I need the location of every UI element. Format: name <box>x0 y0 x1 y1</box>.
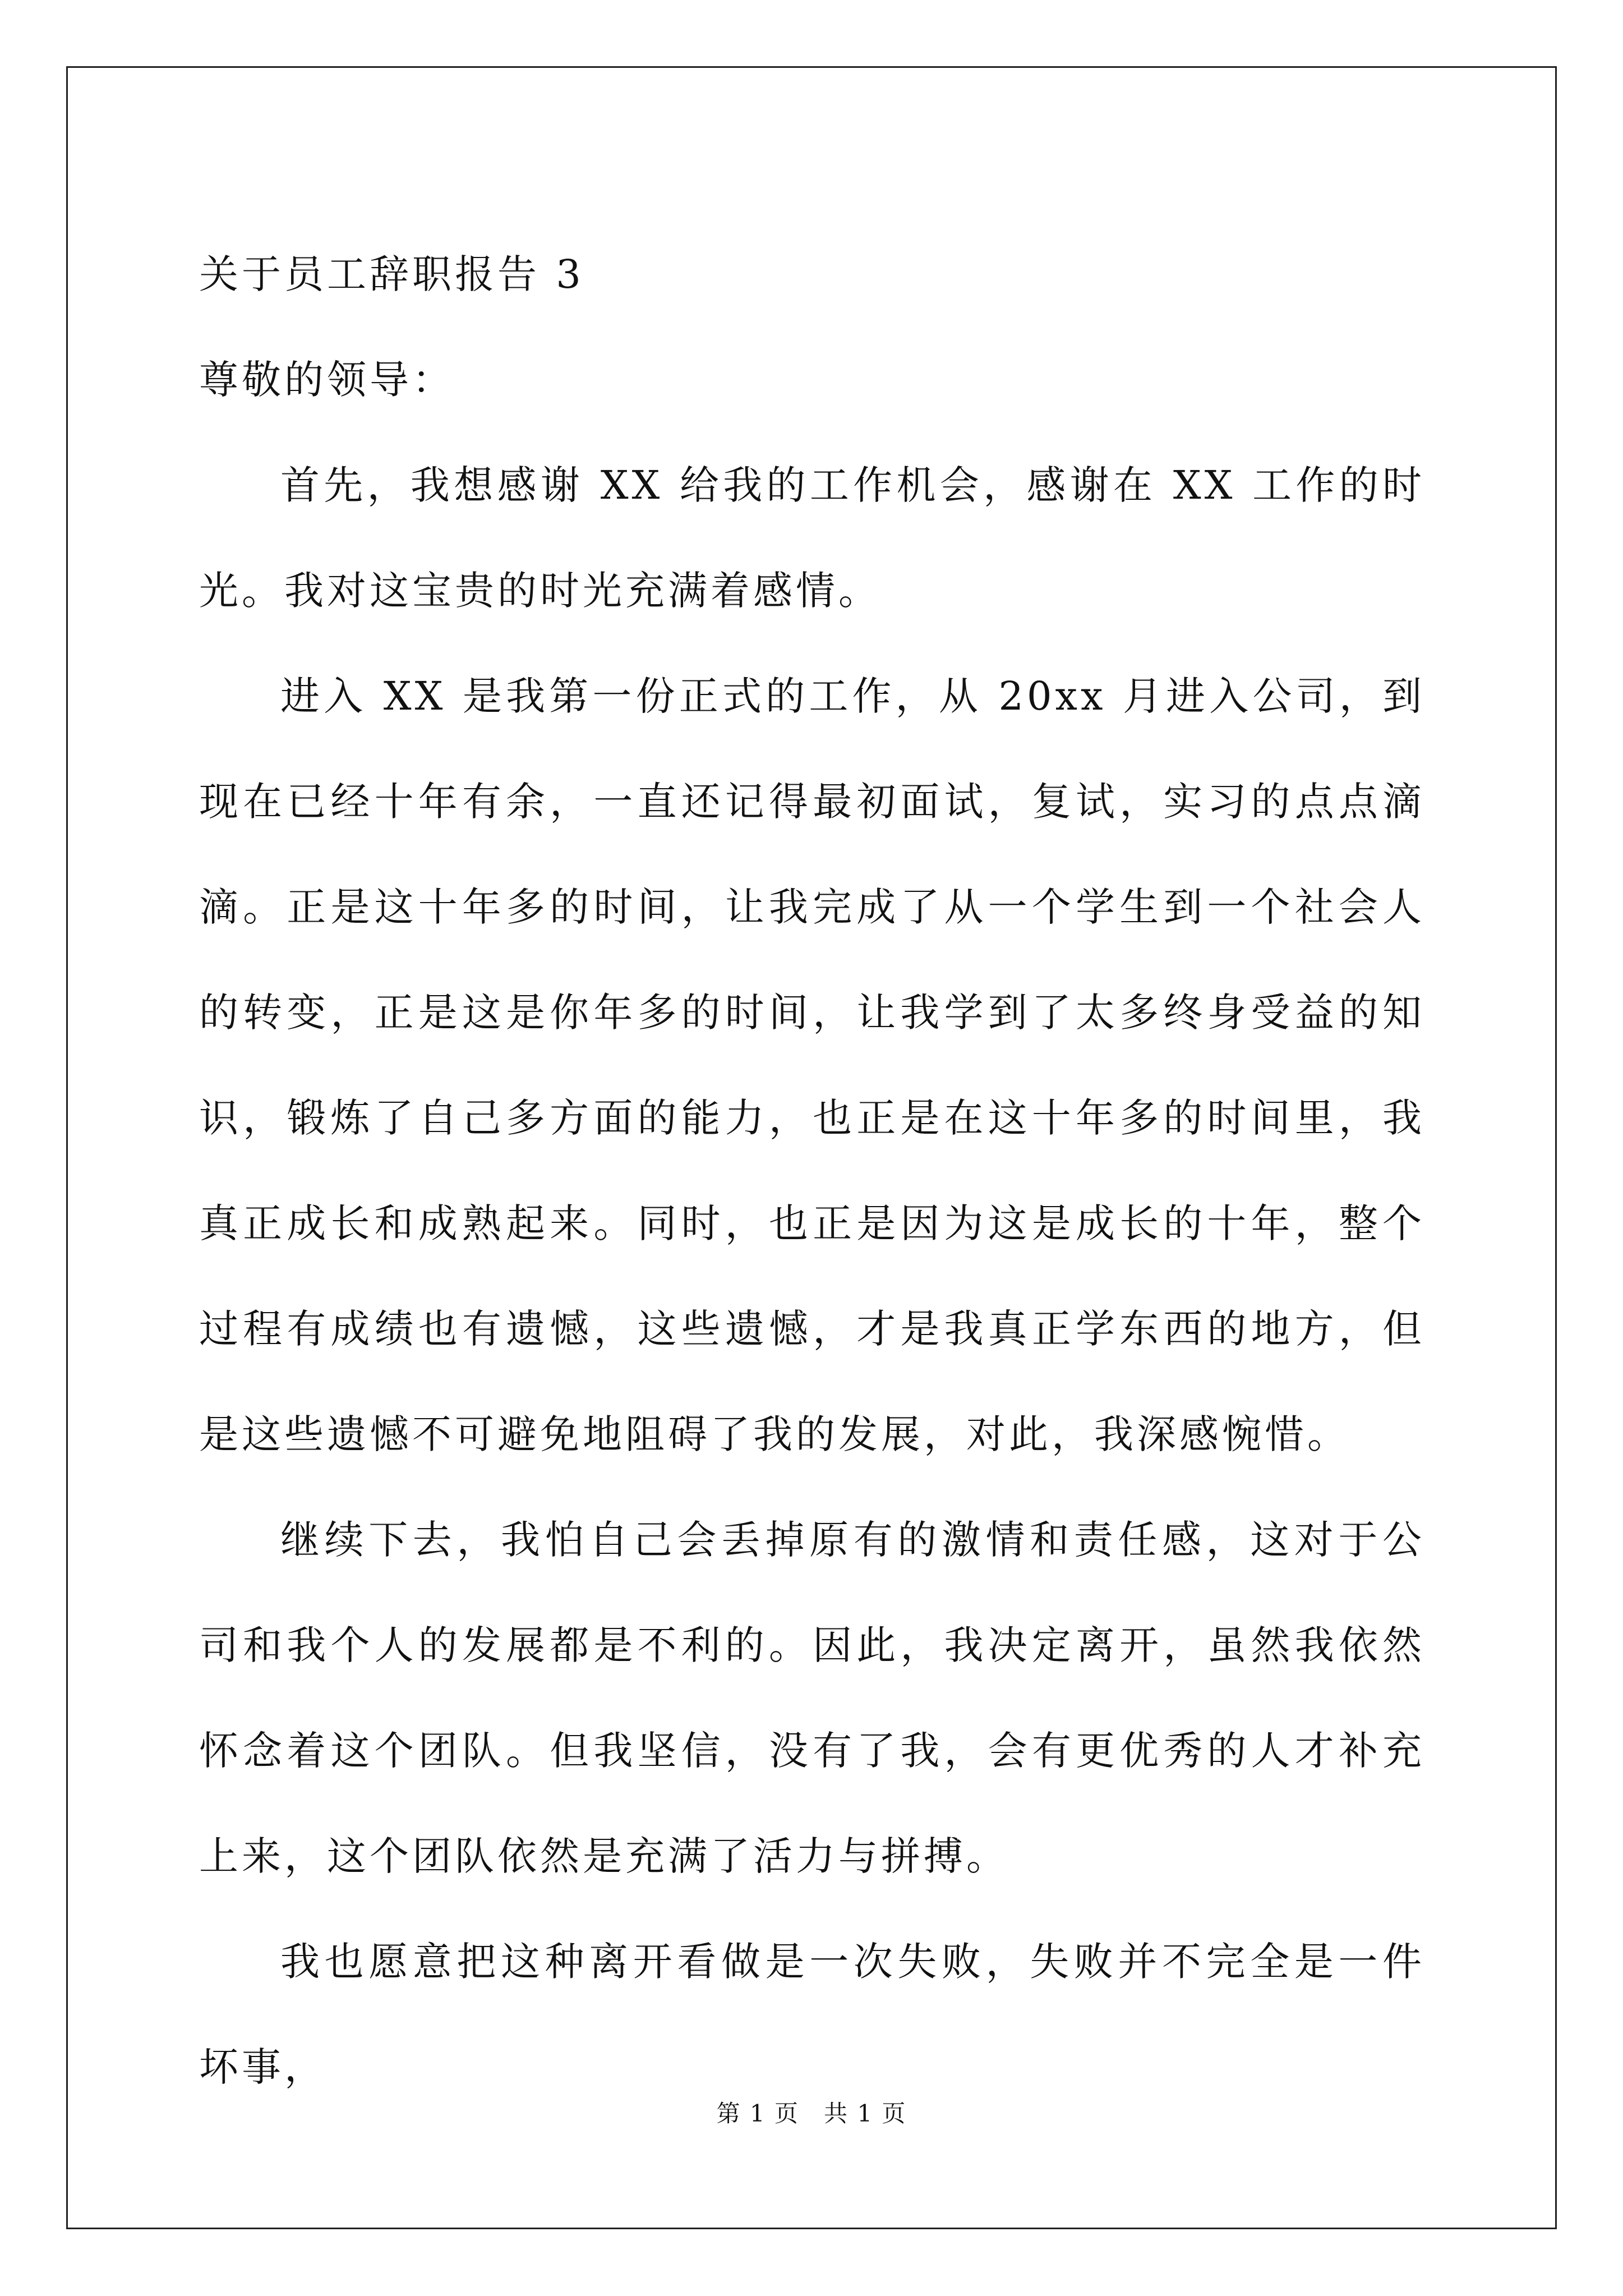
page-number-footer: 第 1 页 共 1 页 <box>716 2100 907 2127</box>
paragraph-1: 首先，我想感谢 XX 给我的工作机会，感谢在 XX 工作的时光。我对这宝贵的时光充满着感情。 <box>199 462 1425 614</box>
paragraph-2: 进入 XX 是我第一份正式的工作，从 20xx 月进入公司，到现在已经十年有余，一直还记得最初面试，复试，实习的点点滴滴。正是这十年多的时间，让我完成了从一个学生到一个社会人的转变，正是这是你年多的时间，让我学到了太多终身受益的知识，锻炼了自己多方面的能力，也正是在这十年多的时间里，我真正成长和成熟起来。同时，也正是因为这是成长的十年，整个过程有成绩也有遗憾，这些遗憾，才是我真正学东西的地方，但是这些遗憾不可避免地阻碍了我的发展，对此，我深感惋惜。 <box>199 673 1425 1457</box>
paragraph-3: 继续下去，我怕自己会丢掉原有的激情和责任感，这对于公司和我个人的发展都是不利的。因此，我决定离开，虽然我依然怀念着这个团队。但我坚信，没有了我，会有更优秀的人才补充上来，这个团队依然是充满了活力与拼搏。 <box>199 1517 1425 1879</box>
document-title: 关于员工辞职报告 3 <box>199 251 584 297</box>
document-body <box>199 222 1425 2120</box>
salutation: 尊敬的领导： <box>199 357 455 403</box>
paragraph-4: 我也愿意把这种离开看做是一次失败，失败并不完全是一件坏事， <box>199 1939 1425 2090</box>
